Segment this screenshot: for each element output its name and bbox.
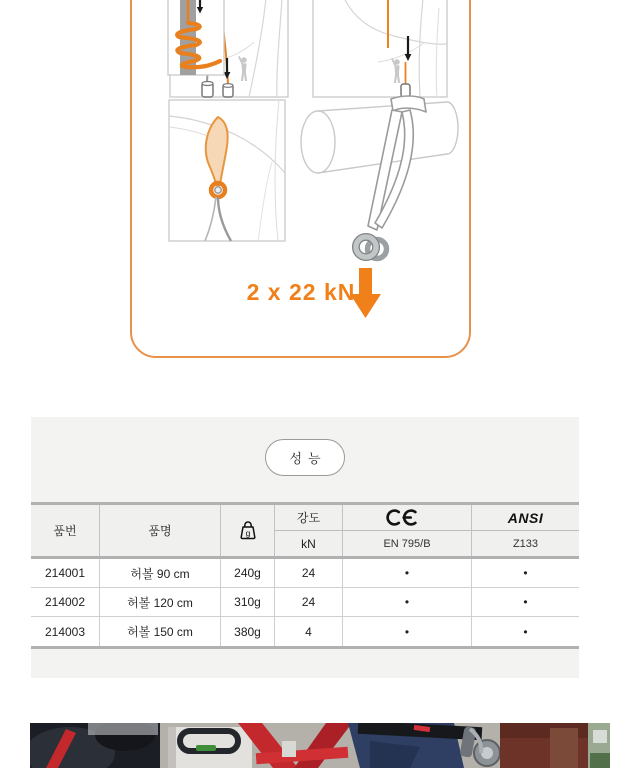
force-rating <box>247 268 381 318</box>
spec-table-header <box>31 505 579 559</box>
cell-product-name: 허볼 120 cm <box>99 588 220 616</box>
cell-ce: • <box>342 617 471 646</box>
header-weight <box>220 505 274 556</box>
table-row <box>31 616 579 646</box>
cell-part-no: 214001 <box>44 566 86 580</box>
cell-weight: 310g <box>220 588 274 616</box>
performance-badge-label: 성능 <box>289 451 327 466</box>
header-strength <box>274 505 342 556</box>
cell-part-no: 214002 <box>44 595 86 609</box>
ce-standard: EN 795/B <box>383 537 431 550</box>
weight-icon <box>238 521 258 541</box>
panel-friction-hitch-inset <box>168 0 224 75</box>
cell-ansi: • <box>471 617 579 646</box>
cell-ansi: • <box>471 588 579 616</box>
force-label: 2 x 22 kN <box>246 279 356 305</box>
cell-ce: • <box>342 559 471 587</box>
header-ce <box>342 505 471 556</box>
cell-part-no: 214003 <box>44 624 86 639</box>
panel-log-anchor-strap <box>301 96 458 260</box>
cell-product-name: 허볼 90 cm <box>99 559 220 587</box>
table-row <box>31 587 579 616</box>
performance-section <box>31 417 579 678</box>
cell-strength: 24 <box>274 588 342 616</box>
strength-unit: kN <box>301 536 316 551</box>
header-part-no: 품번 <box>53 524 77 538</box>
performance-badge <box>265 439 345 476</box>
cell-ansi: • <box>471 559 579 587</box>
product-photo <box>30 723 610 768</box>
header-product-name: 품명 <box>99 505 220 556</box>
ansi-label: ANSI <box>472 505 579 531</box>
usage-diagrams-svg <box>130 0 467 354</box>
strength-label: 강도 <box>275 505 342 531</box>
product-photo-image <box>30 723 610 768</box>
panel-single-line <box>313 0 447 97</box>
panel-sling-on-branch <box>169 100 285 241</box>
cell-ce: • <box>342 588 471 616</box>
cell-weight: 380g <box>220 617 274 646</box>
cell-strength: 4 <box>274 617 342 646</box>
weight-unit-label: g <box>245 527 250 538</box>
ansi-standard: Z133 <box>512 537 539 550</box>
table-row <box>31 559 579 587</box>
header-ansi <box>471 505 579 556</box>
ce-mark-icon <box>386 509 428 526</box>
cell-product-name: 허볼 150 cm <box>99 617 220 646</box>
cell-weight: 240g <box>220 559 274 587</box>
cell-strength: 24 <box>274 559 342 587</box>
spec-table <box>31 502 579 649</box>
